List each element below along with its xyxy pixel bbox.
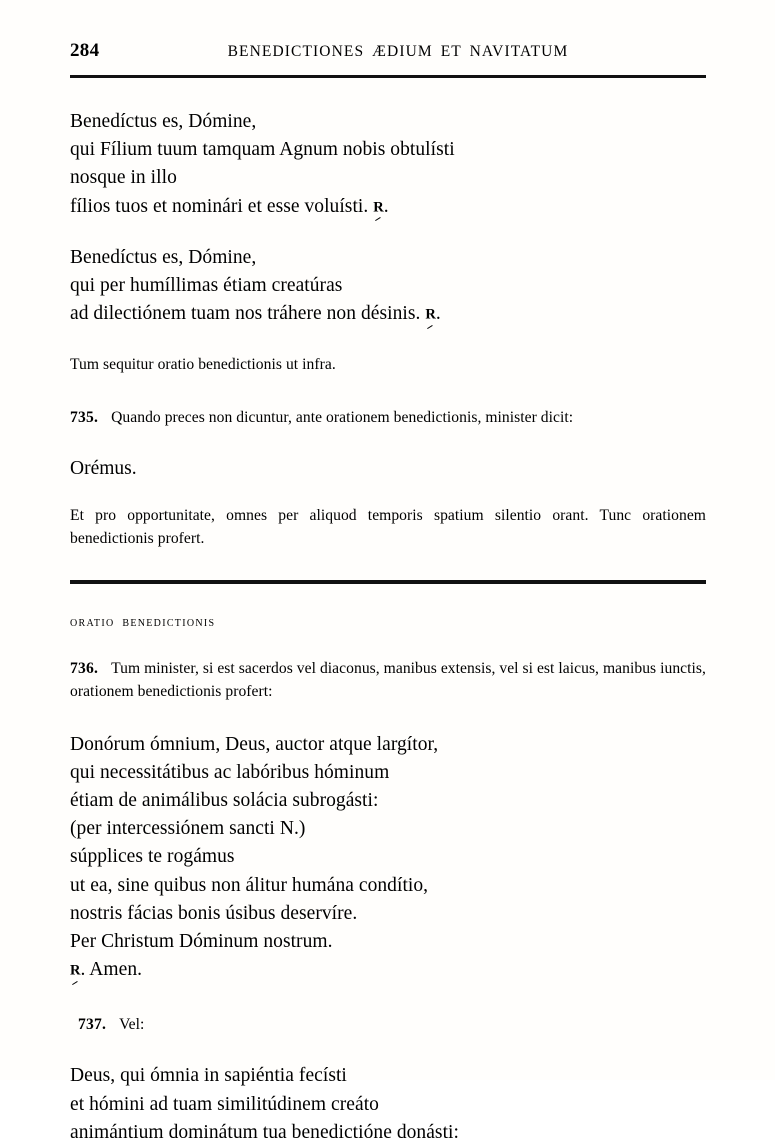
verse-line-text: fílios tuos et nominári et esse voluísti. <box>70 195 369 217</box>
response-symbol-icon: R <box>70 957 80 985</box>
page-content <box>70 0 706 1147</box>
rubric-et-pro-opportunitate: Et pro opportunitate, omnes per aliquod temporis spatium silentio orant. Tunc orationem benedictionis profert. <box>70 506 706 547</box>
prayer-line: súpplices te rogámus <box>70 846 235 868</box>
section-heading-oratio-benedictionis: oratio benedictionis <box>70 613 216 630</box>
prayer-line: animántium dominátum tua benedictióne donásti: <box>70 1121 459 1143</box>
paragraph-735 <box>70 406 706 429</box>
amen-text: Amen. <box>89 959 143 981</box>
prayer-line: et hómini ad tuam similitúdinem creáto <box>70 1093 379 1115</box>
response-symbol-icon: R <box>425 301 435 329</box>
oremus-line: Orémus. <box>70 458 137 480</box>
verse-line: nosque in illo <box>70 167 177 189</box>
prayer-line: étiam de animálibus solácia subrogásti: <box>70 790 379 812</box>
running-header <box>70 40 706 70</box>
paragraph-737 <box>70 1013 706 1036</box>
verse-line-text: ad dilectiónem tuam nos tráhere non désinis. <box>70 303 421 325</box>
prayer-line: (per intercessiónem sancti N.) <box>70 818 306 840</box>
prayer-line: qui necessitátibus ac labóribus hóminum <box>70 761 390 783</box>
paragraph-736-text: Tum minister, si est sacerdos vel diaconus, manibus extensis, vel si est laicus, manibus iunctis, orationem benedictionis profert: <box>70 659 706 700</box>
paragraph-number-737: 737. <box>78 1016 107 1034</box>
verse-line: Benedíctus es, Dómine, <box>70 111 257 132</box>
prayer-line: ut ea, sine quibus non álitur humána condítio, <box>70 874 429 896</box>
paragraph-number-736: 736. <box>70 659 99 677</box>
rubric-tum-sequitur: Tum sequitur oratio benedictionis ut infra. <box>70 356 336 374</box>
prayer-deus-qui-omnia <box>70 1062 706 1147</box>
verse-line-with-response: fílios tuos et nominári et esse voluísti. R. <box>70 193 706 222</box>
paragraph-736 <box>70 657 706 703</box>
prayer-line: Donórum ómnium, Deus, auctor atque largítor, <box>70 733 439 755</box>
prayer-line: nostris fácias bonis úsibus deservíre. <box>70 902 358 924</box>
verse-line-with-response: ad dilectiónem tuam nos tráhere non désinis. R. <box>70 300 706 329</box>
response-symbol-icon: R <box>373 193 383 221</box>
verse-line: Benedíctus es, Dómine, <box>70 246 257 268</box>
paragraph-737-text: Vel: <box>119 1016 145 1034</box>
blessing-verse-first <box>70 108 706 222</box>
running-title: BENEDICTIONES ÆDIUM ET NAVITATUM <box>227 43 569 60</box>
blessing-verse-second <box>70 244 706 330</box>
page-number: 284 <box>70 40 100 61</box>
paragraph-735-text: Quando preces non dicuntur, ante orationem benedictionis, minister dicit: <box>111 409 574 427</box>
prayer-amen-line: R. Amen. <box>70 956 706 985</box>
paragraph-number-735: 735. <box>70 409 99 427</box>
prayer-donorum-omnium <box>70 731 706 986</box>
prayer-line: Per Christum Dóminum nostrum. <box>70 931 333 953</box>
verse-line: qui per humíllimas étiam creatúras <box>70 275 343 297</box>
verse-line: qui Fílium tuum tamquam Agnum nobis obtulísti <box>70 139 455 161</box>
prayer-line: Deus, qui ómnia in sapiéntia fecísti <box>70 1065 347 1087</box>
